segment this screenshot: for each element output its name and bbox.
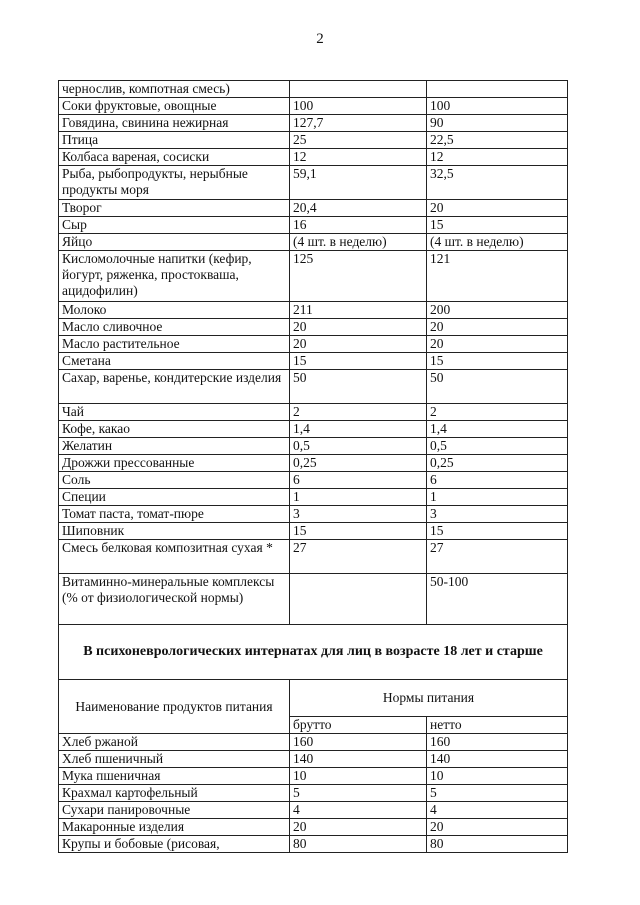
product-name-cell: Желатин [59,438,290,455]
product-name-cell: Сметана [59,353,290,370]
net-value-cell: 15 [427,523,568,540]
net-value-cell: 4 [427,802,568,819]
table-row [59,785,568,802]
net-value-cell: 80 [427,836,568,853]
net-value-cell: 2 [427,404,568,421]
table-row [59,81,568,98]
gross-value-cell: 15 [290,353,427,370]
product-name-cell: Соки фруктовые, овощные [59,98,290,115]
product-name-cell: Витаминно-минеральные комплексы (% от физиологической нормы) [59,574,290,625]
gross-value-cell: 5 [290,785,427,802]
net-value-cell: 5 [427,785,568,802]
net-value-cell: 10 [427,768,568,785]
table-row [59,166,568,200]
net-value-cell [427,81,568,98]
product-name-cell: Яйцо [59,234,290,251]
gross-value-cell [290,81,427,98]
table-row [59,251,568,302]
gross-value-cell: 10 [290,768,427,785]
net-value-cell: 160 [427,734,568,751]
section-heading: В психоневрологических интернатах для лиц в возрасте 18 лет и старше [59,625,568,680]
table-row [59,353,568,370]
table-row [59,217,568,234]
table-row [59,132,568,149]
table-row [59,523,568,540]
net-value-cell: 90 [427,115,568,132]
net-value-cell: 20 [427,336,568,353]
net-column-header: нетто [427,717,568,734]
net-value-cell: 22,5 [427,132,568,149]
nutrition-table [58,80,568,853]
product-name-cell: Молоко [59,302,290,319]
product-name-cell: Крупы и бобовые (рисовая, [59,836,290,853]
gross-value-cell: 20 [290,819,427,836]
gross-value-cell: 125 [290,251,427,302]
product-name-cell: Масло сливочное [59,319,290,336]
product-name-cell: Макаронные изделия [59,819,290,836]
gross-value-cell: 50 [290,370,427,404]
table-row [59,540,568,574]
product-name-cell: Кисломолочные напитки (кефир, йогурт, ряженка, простокваша, ацидофилин) [59,251,290,302]
norms-column-header: Нормы питания [290,680,568,717]
product-column-header: Наименование продуктов питания [59,680,290,734]
product-name-cell: Сахар, варенье, кондитерские изделия [59,370,290,404]
gross-value-cell: 1,4 [290,421,427,438]
product-name-cell: Томат паста, томат-пюре [59,506,290,523]
table-row [59,234,568,251]
gross-value-cell: 2 [290,404,427,421]
table-row [59,302,568,319]
gross-value-cell: 160 [290,734,427,751]
gross-value-cell: (4 шт. в неделю) [290,234,427,251]
gross-value-cell [290,574,427,625]
gross-value-cell: 3 [290,506,427,523]
net-value-cell: 1,4 [427,421,568,438]
product-name-cell: Соль [59,472,290,489]
net-value-cell: (4 шт. в неделю) [427,234,568,251]
product-name-cell: Дрожжи прессованные [59,455,290,472]
column-header-row [59,680,568,717]
net-value-cell: 6 [427,472,568,489]
table-row [59,472,568,489]
table-row [59,455,568,472]
net-value-cell: 121 [427,251,568,302]
section-header [59,625,568,734]
product-name-cell: Сыр [59,217,290,234]
gross-value-cell: 16 [290,217,427,234]
table-row [59,421,568,438]
net-value-cell: 12 [427,149,568,166]
net-value-cell: 32,5 [427,166,568,200]
gross-value-cell: 59,1 [290,166,427,200]
net-value-cell: 50 [427,370,568,404]
net-value-cell: 15 [427,217,568,234]
table-row [59,751,568,768]
table-row [59,819,568,836]
product-name-cell: Рыба, рыбопродукты, нерыбные продукты моря [59,166,290,200]
table-row [59,734,568,751]
product-name-cell: Кофе, какао [59,421,290,438]
table-row [59,404,568,421]
gross-value-cell: 127,7 [290,115,427,132]
product-name-cell: Хлеб ржаной [59,734,290,751]
net-value-cell: 100 [427,98,568,115]
gross-value-cell: 20 [290,336,427,353]
table-row [59,370,568,404]
net-value-cell: 20 [427,819,568,836]
table-row [59,200,568,217]
net-value-cell: 20 [427,319,568,336]
net-value-cell: 27 [427,540,568,574]
net-value-cell: 20 [427,200,568,217]
product-name-cell: Птица [59,132,290,149]
gross-value-cell: 100 [290,98,427,115]
table-row [59,768,568,785]
table-row [59,336,568,353]
table-row [59,115,568,132]
product-name-cell: Смесь белковая композитная сухая * [59,540,290,574]
product-name-cell: Сухари панировочные [59,802,290,819]
gross-value-cell: 140 [290,751,427,768]
product-name-cell: Колбаса вареная, сосиски [59,149,290,166]
table-row [59,319,568,336]
net-value-cell: 0,25 [427,455,568,472]
gross-value-cell: 0,5 [290,438,427,455]
table2-body [59,734,568,853]
gross-value-cell: 80 [290,836,427,853]
net-value-cell: 140 [427,751,568,768]
product-name-cell: Хлеб пшеничный [59,751,290,768]
gross-value-cell: 6 [290,472,427,489]
product-name-cell: Мука пшеничная [59,768,290,785]
product-name-cell: Шиповник [59,523,290,540]
gross-value-cell: 25 [290,132,427,149]
product-name-cell: Творог [59,200,290,217]
gross-value-cell: 27 [290,540,427,574]
section-heading-row [59,625,568,680]
product-name-cell: Чай [59,404,290,421]
table-row [59,506,568,523]
product-name-cell: чернослив, компотная смесь) [59,81,290,98]
table-row [59,836,568,853]
net-value-cell: 15 [427,353,568,370]
page-number: 2 [316,31,324,47]
net-value-cell: 50-100 [427,574,568,625]
table1-body [59,81,568,625]
table-row [59,149,568,166]
net-value-cell: 200 [427,302,568,319]
net-value-cell: 3 [427,506,568,523]
gross-value-cell: 1 [290,489,427,506]
table-row [59,574,568,625]
product-name-cell: Специи [59,489,290,506]
table-row [59,438,568,455]
gross-column-header: брутто [290,717,427,734]
net-value-cell: 0,5 [427,438,568,455]
gross-value-cell: 4 [290,802,427,819]
gross-value-cell: 0,25 [290,455,427,472]
gross-value-cell: 20 [290,319,427,336]
table-row [59,489,568,506]
gross-value-cell: 15 [290,523,427,540]
product-name-cell: Говядина, свинина нежирная [59,115,290,132]
gross-value-cell: 12 [290,149,427,166]
gross-value-cell: 211 [290,302,427,319]
product-name-cell: Крахмал картофельный [59,785,290,802]
gross-value-cell: 20,4 [290,200,427,217]
table-row [59,98,568,115]
table-row [59,802,568,819]
product-name-cell: Масло растительное [59,336,290,353]
net-value-cell: 1 [427,489,568,506]
